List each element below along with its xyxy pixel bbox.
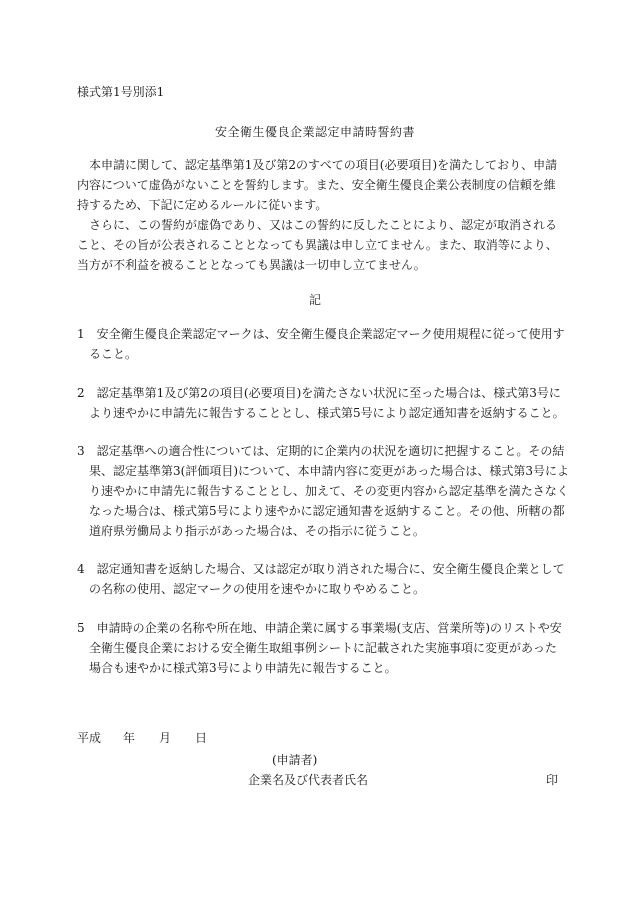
applicant-label: (申請者) [272,753,318,767]
rule-line: 全衛生優良企業における安全衛生取組事例シートに記載された実施事項に変更があった [77,641,557,655]
intro-line: 本申請に関して、認定基準第1及び第2のすべての項目(必要項目)を満たしており、申請 [77,158,558,172]
rule-line: 果、認定基準第3(評価項目)について、本申請内容に変更があった場合は、様式第3号によ [77,464,570,478]
signature-line [248,771,558,788]
rule-line: ること。 [77,347,138,361]
date-day: 日 [195,731,208,745]
intro-line: 当方が不利益を被ることとなっても異議は一切申し立てません。 [77,258,426,272]
form-number-label: 様式第1号別添1 [77,85,165,99]
intro-line: さらに、この誓約が虚偽であり、又はこの誓約に反したことにより、認定が取消される [77,218,558,232]
rule-line: なった場合は、様式第5号により速やかに認定通知書を返納すること。その他、所轄の都 [77,504,565,518]
company-name-label: 企業名及び代表者氏名 [248,773,369,787]
rule-line: 道府県労働局より指示があった場合は、その指示に従うこと。 [77,524,425,538]
intro-line: こと、その旨が公表されることとなっても異議は申し立てません。また、取消等により、 [77,238,558,252]
ki-heading: 記 [308,293,321,307]
rule-line: 1 安全衛生優良企業認定マークは、安全衛生優良企業認定マーク使用規程に従って使用す [77,327,565,341]
rule-line: 場合も速やかに様式第3号により申請先に報告すること。 [77,661,397,675]
rule-line: 5 申請時の企業の名称や所在地、申請企業に属する事業場(支店、営業所等)のリストや安 [77,621,562,635]
rule-line: 2 認定基準第1及び第2の項目(必要項目)を満たさない状況に至った場合は、様式第3号に [77,386,561,400]
date-era: 平成 [77,731,102,745]
rule-line: 3 認定基準への適合性については、定期的に企業内の状況を適切に把握すること。その結 [77,444,565,458]
seal-mark: 印 [545,773,558,787]
rule-line: 4 認定通知書を返納した場合、又は認定が取り消された場合に、安全衛生優良企業として [77,562,565,576]
rule-line: り速やかに申請先に報告することとし、加えて、その変更内容から認定基準を満たさなく [77,484,569,498]
date-month: 月 [159,731,172,745]
document-title: 安全衛生優良企業認定申請時誓約書 [214,125,415,139]
rule-line: の名称の使用、認定マークの使用を速やかに取りやめること。 [77,582,426,596]
intro-line: 持するため、下記に定めるルールに従います。 [77,198,328,212]
date-year: 年 [123,731,136,745]
intro-line: 内容について虚偽がないことを誓約します。また、安全衛生優良企業公表制度の信頼を維 [77,178,556,192]
rule-line: より速やかに申請先に報告することとし、様式第5号により認定通知書を返納すること。 [77,406,565,420]
date-line [77,729,207,746]
